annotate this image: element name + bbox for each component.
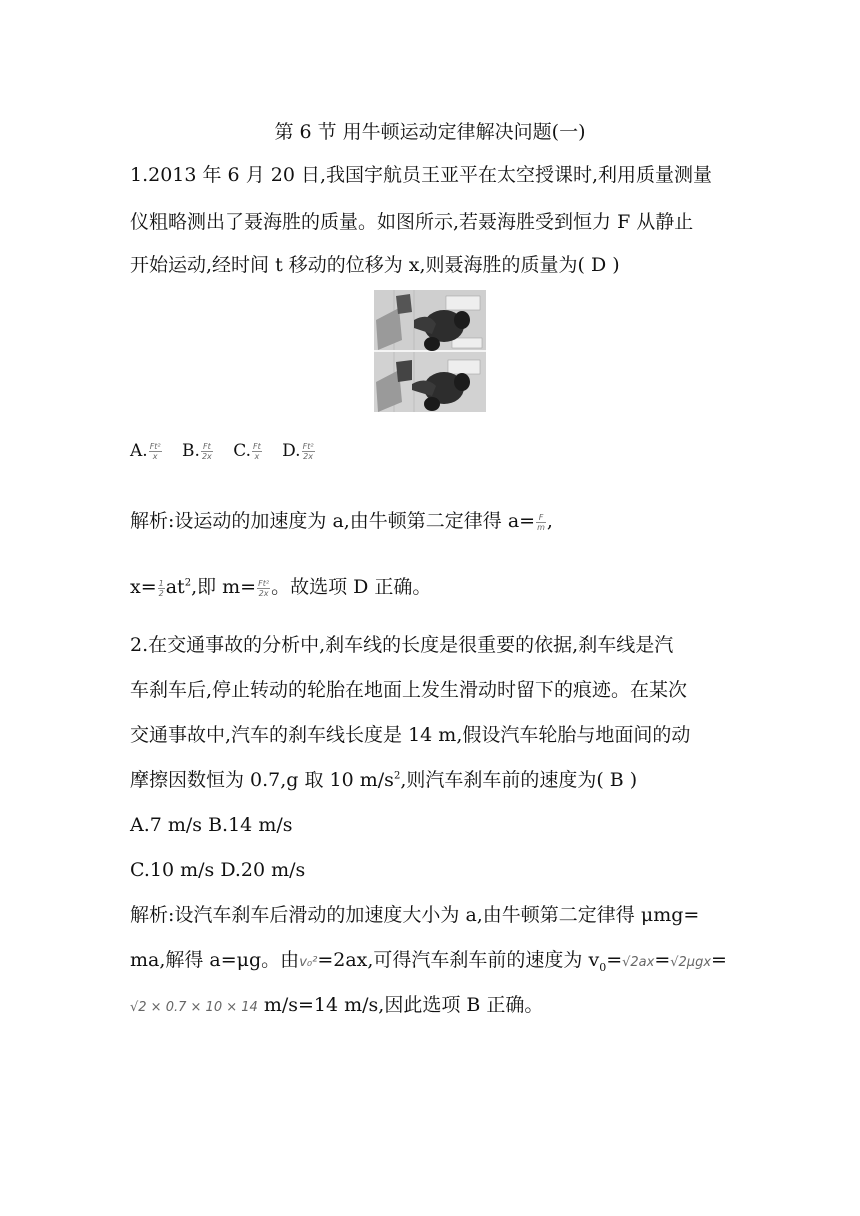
- q1-line-2: 仪粗略测出了聂海胜的质量。如图所示,若聂海胜受到恒力 F 从静止: [130, 211, 694, 233]
- formula-image: $\frac{1}{2}$: [158, 578, 164, 598]
- q1-line-3: 开始运动,经时间 t 移动的位移为 x,则聂海胜的质量为( D ): [130, 254, 620, 276]
- q2-line-1: 2.在交通事故的分析中,刹车线的长度是很重要的依据,刹车线是汽: [130, 634, 674, 656]
- q2-options-row-1: A.7 m/s B.14 m/s: [130, 814, 293, 836]
- section-title: 第 6 节 用牛顿运动定律解决问题(一): [274, 121, 586, 143]
- formula-image: $\frac{\text{Ft²}}{x}$: [149, 442, 161, 461]
- formula-image: v₀²: [299, 955, 318, 970]
- q1-option-c: C. $\frac{Ft}{x}$: [233, 441, 261, 461]
- q2-line-2: 车刹车后,停止转动的轮胎在地面上发生滑动时留下的痕迹。在某次: [130, 679, 688, 701]
- astronaut-mass-measurement-photo: [374, 290, 486, 412]
- q1-analysis-line-2: x= $\frac{1}{2}$ $at^2$,即 m= $\frac{\text{Ft²}}{2x}$ 。故选项 D 正确。: [130, 576, 432, 598]
- q2-analysis-line-3: √2 × 0.7 × 10 × 14 m/s=14 m/s,因此选项 B 正确。: [130, 994, 544, 1016]
- q1-option-b: B. $\frac{Ft}{2x}$: [182, 441, 212, 461]
- formula-image: $\frac{Ft}{2x}$: [201, 442, 212, 461]
- q2-options-row-2: C.10 m/s D.20 m/s: [130, 859, 306, 881]
- q2-line-3: 交通事故中,汽车的刹车线长度是 14 m,假设汽车轮胎与地面间的动: [130, 724, 691, 746]
- formula-image: $\frac{F}{m}$: [537, 512, 545, 532]
- q2-analysis-line-2: ma,解得 a=μg。由v₀²=2ax,可得汽车刹车前的速度为 $v_0=√2ax=√2\mu gx=$: [130, 949, 727, 974]
- q1-option-a: A. $\frac{\text{Ft²}}{x}$: [130, 441, 161, 461]
- q2-line-4: 摩擦因数恒为 0.7,g 取 10 $m/s^2$,则汽车刹车前的速度为( B ): [130, 769, 638, 791]
- formula-image: $\frac{\text{Ft²}}{2x}$: [302, 442, 314, 461]
- formula-image: √2μgx: [670, 955, 712, 970]
- formula-image: $\frac{Ft}{x}$: [253, 442, 261, 461]
- formula-image: √2 × 0.7 × 10 × 14: [130, 1000, 258, 1015]
- q1-option-d: D. $\frac{\text{Ft²}}{2x}$: [282, 441, 314, 461]
- q2-analysis-line-1: 解析:设汽车刹车后滑动的加速度大小为 a,由牛顿第二定律得 μmg=: [130, 904, 700, 926]
- q1-line-1: 1.2013 年 6 月 20 日,我国宇航员王亚平在太空授课时,利用质量测量: [130, 164, 713, 186]
- q1-analysis-line-1: 解析:设运动的加速度为 a,由牛顿第二定律得 a= $\frac{F}{m}$ ,: [130, 510, 553, 532]
- formula-image: $\frac{\text{Ft²}}{2x}$: [258, 578, 270, 598]
- formula-image: √2ax: [622, 955, 655, 970]
- q1-options: [130, 442, 330, 461]
